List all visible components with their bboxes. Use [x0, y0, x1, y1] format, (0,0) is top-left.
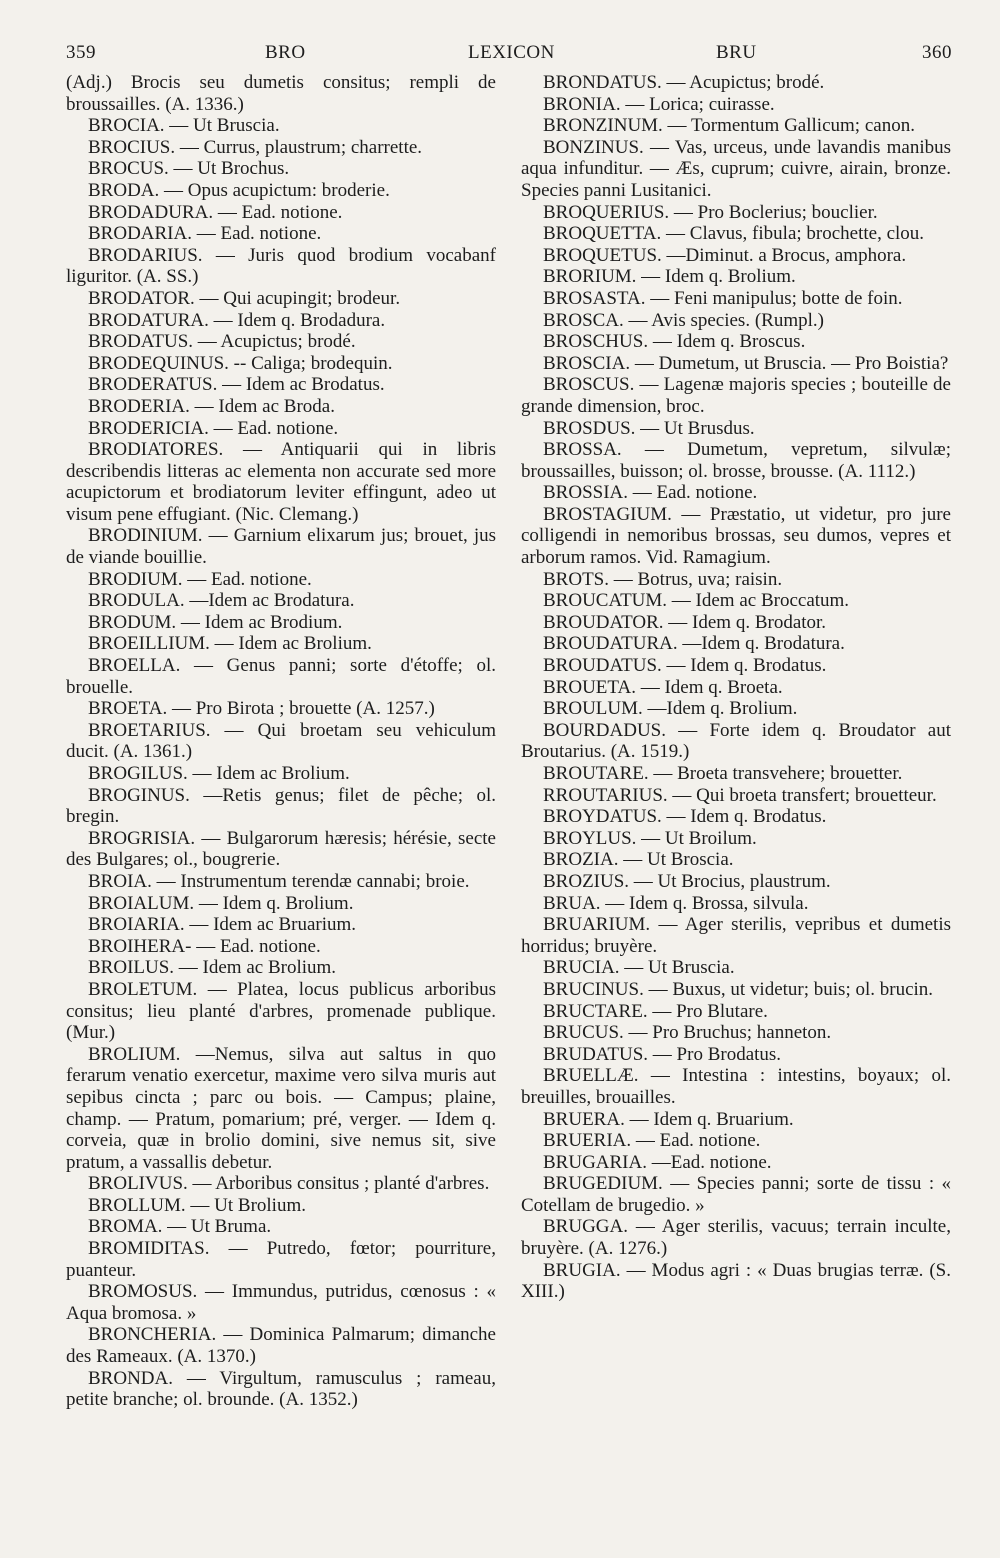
dictionary-entry: BRUDATUS. — Pro Brodatus.	[543, 1043, 782, 1065]
dictionary-entry: BROSSIA. — Ead. notione.	[543, 482, 758, 504]
dictionary-entry: BROIA. — Instrumentum terendæ cannabi; broie.	[88, 870, 470, 892]
left-running-head: BRO	[265, 42, 306, 63]
dictionary-entry: BRUGGA. — Ager sterilis, vacuus; terrain inculte, bruyère. (A. 1276.)	[521, 1216, 951, 1260]
dictionary-entry: BRODERICIA. — Ead. notione.	[88, 417, 339, 439]
dictionary-entry: BOURDADUS. — Forte idem q. Broudator aut Broutarius. (A. 1519.)	[521, 719, 951, 763]
dictionary-entry: BROYLUS. — Ut Broilum.	[543, 827, 757, 849]
dictionary-entry: BRUGIA. — Modus agri : « Duas brugias terræ. (S. XIII.)	[521, 1259, 951, 1303]
dictionary-entry: BROQUETUS. —Diminut. a Brocus, amphora.	[543, 244, 907, 266]
dictionary-entry: BRUARIUM. — Ager sterilis, vepribus et dumetis horridus; bruyère.	[521, 914, 951, 957]
dictionary-entry: BROTS. — Botrus, uva; raisin.	[543, 568, 783, 590]
dictionary-entry: BROIHERA- — Ead. notione.	[88, 935, 321, 957]
dictionary-entry: BRUGEDIUM. — Species panni; sorte de tissu : « Cotellam de brugedio. »	[521, 1173, 951, 1216]
dictionary-entry: BRONCHERIA. — Dominica Palmarum; dimanche des Rameaux. (A. 1370.)	[66, 1324, 496, 1368]
dictionary-entry: BRUA. — Idem q. Brossa, silvula.	[543, 892, 809, 914]
dictionary-entry: BROUDATUS. — Idem q. Brodatus.	[543, 655, 827, 677]
dictionary-entry: BRODARIUS. — Juris quod brodium vocabanf liguritor. (A. SS.)	[66, 244, 496, 288]
dictionary-entry: BRONDA. — Virgultum, ramusculus ; rameau, petite branche; ol. brounde. (A. 1352.)	[66, 1367, 496, 1411]
dictionary-entry: BROILUS. — Idem ac Brolium.	[88, 957, 337, 979]
dictionary-entry: BROMIDITAS. — Putredo, fœtor; pourriture, puanteur.	[66, 1238, 496, 1281]
dictionary-entry: BROSTAGIUM. — Præstatio, ut videtur, pro jure colligendi in nemoribus brossas, seu dumos, vepres et arborum ramos. Vid. Ramagium.	[521, 503, 951, 569]
dictionary-entry: BRODERIA. — Idem ac Broda.	[88, 395, 335, 417]
dictionary-entry: BROELLA. — Genus panni; sorte d'étoffe; ol. brouelle.	[66, 655, 496, 698]
dictionary-entry: BROUTARE. — Broeta transvehere; brouetter.	[543, 763, 903, 784]
dictionary-entry: BRORIUM. — Idem q. Brolium.	[543, 266, 796, 288]
dictionary-entry: BRUCTARE. — Pro Blutare.	[543, 1000, 768, 1022]
dictionary-entry: BROCUS. — Ut Brochus.	[88, 158, 290, 180]
dictionary-entry: BROGINUS. —Retis genus; filet de pêche; ol. bregin.	[66, 784, 496, 828]
dictionary-entry: (Adj.) Brocis seu dumetis consitus; rempli de broussailles. (A. 1336.)	[66, 72, 496, 115]
dictionary-entry: BRUCINUS. — Buxus, ut videtur; buis; ol. brucin.	[543, 978, 934, 1000]
dictionary-entry: BROLIUM. —Nemus, silva aut saltus in quo ferarum venatio exercetur, maxime vero silva muris aut sepibus cincta ; parc ou bois. — Campus; plaine, champ. — Pratum, pomarium; pré, verger. — Idem q. corveia, quæ in brolio domini, sive nemus sit, sive pratum, a vassallis debetur.	[66, 1043, 496, 1173]
dictionary-entry: BROULUM. —Idem q. Brolium.	[543, 698, 798, 720]
dictionary-entry: BROMOSUS. — Immundus, putridus, cœnosus : « Aqua bromosa. »	[66, 1281, 496, 1324]
dictionary-entry: BROZIUS. — Ut Brocius, plaustrum.	[543, 870, 831, 892]
dictionary-entry: BRUGARIA. —Ead. notione.	[543, 1151, 772, 1173]
dictionary-entry: RROUTARIUS. — Qui broeta transfert; brouetteur.	[543, 784, 937, 806]
dictionary-entry: BROETA. — Pro Birota ; brouette (A. 1257.)	[88, 698, 435, 720]
dictionary-entry: BROMA. — Ut Bruma.	[88, 1216, 272, 1238]
dictionary-entry: BRODEQUINUS. -- Caliga; brodequin.	[88, 352, 393, 374]
dictionary-entry: BRODULA. —Idem ac Brodatura.	[88, 590, 355, 612]
dictionary-entry: BRODINIUM. — Garnium elixarum jus; brouet, jus de viande bouillie.	[66, 525, 496, 569]
dictionary-entry: BRUCUS. — Pro Bruchus; hanneton.	[543, 1022, 832, 1044]
dictionary-entry: BROCIA. — Ut Bruscia.	[88, 115, 280, 137]
dictionary-entry: BROUDATURA. —Idem q. Brodatura.	[543, 633, 845, 655]
left-page-number: 359	[66, 42, 96, 63]
dictionary-entry: BRODIATORES. — Antiquarii qui in libris describendis litteras ac elementa non accurate sed more acupictorum et brodiatorum leviter effingunt, adeo ut visum pene effugiant. (Nic. Clemang.)	[66, 439, 496, 525]
dictionary-entry: BROSSA. — Dumetum, vepretum, silvulæ; broussailles, buisson; ol. brosse, brousse. (A. 1112.)	[521, 439, 951, 482]
dictionary-entry: BRODATURA. — Idem q. Brodadura.	[88, 309, 386, 331]
right-column	[521, 72, 951, 1303]
page-title: LEXICON	[468, 42, 555, 63]
dictionary-entry: BROIARIA. — Idem ac Bruarium.	[88, 914, 357, 936]
dictionary-entry: BROZIA. — Ut Broscia.	[543, 849, 734, 871]
dictionary-entry: BROLLUM. — Ut Brolium.	[88, 1194, 306, 1216]
page-header	[66, 42, 952, 68]
dictionary-entry: BROYDATUS. — Idem q. Brodatus.	[543, 806, 827, 828]
dictionary-entry: BRONDATUS. — Acupictus; brodé.	[543, 72, 825, 93]
dictionary-entry: BROSCIA. — Dumetum, ut Bruscia. — Pro Boistia?	[543, 352, 949, 374]
right-running-head: BRU	[716, 42, 757, 63]
dictionary-entry: BRUERIA. — Ead. notione.	[543, 1130, 761, 1152]
dictionary-entry: BRONZINUM. — Tormentum Gallicum; canon.	[543, 115, 915, 137]
dictionary-entry: BROGRISIA. — Bulgarorum hæresis; hérésie, secte des Bulgares; ol., bougrerie.	[66, 827, 496, 871]
dictionary-entry: BRODATOR. — Qui acupingit; brodeur.	[88, 287, 401, 309]
right-page-number: 360	[922, 42, 952, 63]
dictionary-entry: BROUDATOR. — Idem q. Brodator.	[543, 611, 827, 633]
dictionary-entry: BROQUETTA. — Clavus, fibula; brochette, clou.	[543, 223, 925, 245]
dictionary-entry: BROSCUS. — Lagenæ majoris species ; bouteille de grande dimension, broc.	[521, 374, 951, 417]
dictionary-entry: BROSDUS. — Ut Brusdus.	[543, 417, 755, 439]
dictionary-entry: BROGILUS. — Idem ac Brolium.	[88, 763, 350, 784]
dictionary-entry: BRODATUS. — Acupictus; brodé.	[88, 331, 356, 353]
dictionary-entry: BROQUERIUS. — Pro Boclerius; bouclier.	[543, 201, 878, 223]
dictionary-entry: BRODA. — Opus acupictum: broderie.	[88, 179, 390, 201]
dictionary-entry: BRODUM. — Idem ac Brodium.	[88, 611, 343, 633]
dictionary-entry: BONZINUS. — Vas, urceus, unde lavandis manibus aqua infunditur. — Æs, cuprum; cuivre, airain, bronze. Species panni Lusitanici.	[521, 136, 951, 201]
dictionary-entry: BROLIVUS. — Arboribus consitus ; planté d'arbres.	[88, 1173, 490, 1195]
dictionary-entry: BROUETA. — Idem q. Broeta.	[543, 676, 783, 698]
left-column	[66, 72, 496, 1411]
dictionary-entry: BRUCIA. — Ut Bruscia.	[543, 957, 735, 979]
dictionary-entry: BROCIUS. — Currus, plaustrum; charrette.	[88, 136, 423, 158]
dictionary-entry: BRODIUM. — Ead. notione.	[88, 568, 312, 590]
dictionary-entry: BRUELLÆ. — Intestina : intestins, boyaux; ol. breuilles, brouailles.	[521, 1065, 951, 1108]
dictionary-entry: BROSCHUS. — Idem q. Broscus.	[543, 331, 806, 353]
dictionary-entry: BRODERATUS. — Idem ac Brodatus.	[88, 374, 385, 396]
dictionary-entry: BRONIA. — Lorica; cuirasse.	[543, 93, 775, 115]
dictionary-entry: BROIALUM. — Idem q. Brolium.	[88, 892, 354, 914]
dictionary-entry: BROUCATUM. — Idem ac Broccatum.	[543, 590, 850, 612]
dictionary-entry: BROEILLIUM. — Idem ac Brolium.	[88, 633, 372, 655]
dictionary-entry: BRODARIA. — Ead. notione.	[88, 223, 322, 245]
dictionary-entry: BRODADURA. — Ead. notione.	[88, 201, 343, 223]
dictionary-entry: BRUERA. — Idem q. Bruarium.	[543, 1108, 794, 1130]
dictionary-entry: BROSASTA. — Feni manipulus; botte de foin.	[543, 287, 903, 309]
dictionary-entry: BROLETUM. — Platea, locus publicus arboribus consitus; lieu planté d'arbres, promenade publique. (Mur.)	[66, 978, 496, 1044]
dictionary-entry: BROETARIUS. — Qui broetam seu vehiculum ducit. (A. 1361.)	[66, 719, 496, 763]
dictionary-entry: BROSCA. — Avis species. (Rumpl.)	[543, 309, 824, 331]
